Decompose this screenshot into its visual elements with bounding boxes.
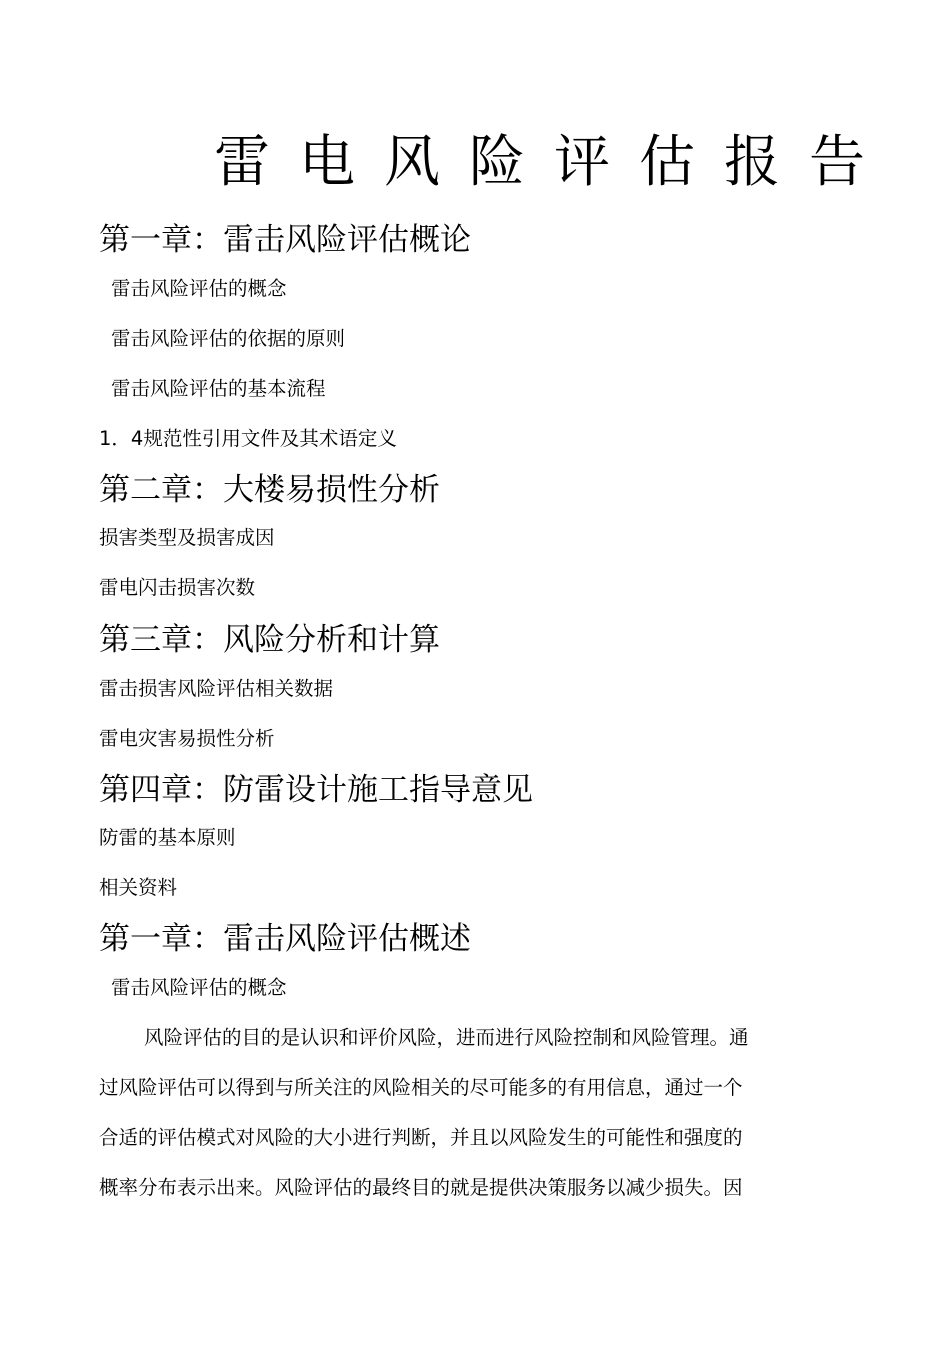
section-heading: 雷击风险评估的概念 xyxy=(111,976,287,999)
toc-item: 雷击损害风险评估相关数据 xyxy=(99,677,334,700)
toc-chapter-1-heading: 第一章：雷击风险评估概论 xyxy=(99,222,471,258)
document-title: 雷电风险评估报告 xyxy=(214,130,894,195)
toc-item: 雷击风险评估的基本流程 xyxy=(111,377,326,400)
toc-item: 1．4规范性引用文件及其术语定义 xyxy=(99,427,397,450)
toc-item: 损害类型及损害成因 xyxy=(99,526,275,549)
toc-item: 雷电灾害易损性分析 xyxy=(99,727,275,750)
toc-chapter-4-heading: 第四章：防雷设计施工指导意见 xyxy=(99,772,533,808)
toc-item: 雷击风险评估的概念 xyxy=(111,277,287,300)
toc-item: 雷击风险评估的依据的原则 xyxy=(111,327,346,350)
toc-item: 雷电闪击损害次数 xyxy=(99,576,256,599)
paragraph-line: 风险评估的目的是认识和评价风险，进而进行风险控制和风险管理。通 xyxy=(144,1026,749,1049)
paragraph-line: 过风险评估可以得到与所关注的风险相关的尽可能多的有用信息，通过一个 xyxy=(99,1076,743,1099)
toc-item: 相关资料 xyxy=(99,876,178,899)
body-chapter-1-heading: 第一章：雷击风险评估概述 xyxy=(99,921,471,957)
toc-chapter-3-heading: 第三章：风险分析和计算 xyxy=(99,622,440,658)
toc-chapter-2-heading: 第二章：大楼易损性分析 xyxy=(99,472,440,508)
toc-item: 防雷的基本原则 xyxy=(99,826,236,849)
paragraph-line: 概率分布表示出来。风险评估的最终目的就是提供决策服务以减少损失。因 xyxy=(99,1176,743,1199)
paragraph-line: 合适的评估模式对风险的大小进行判断，并且以风险发生的可能性和强度的 xyxy=(99,1126,743,1149)
